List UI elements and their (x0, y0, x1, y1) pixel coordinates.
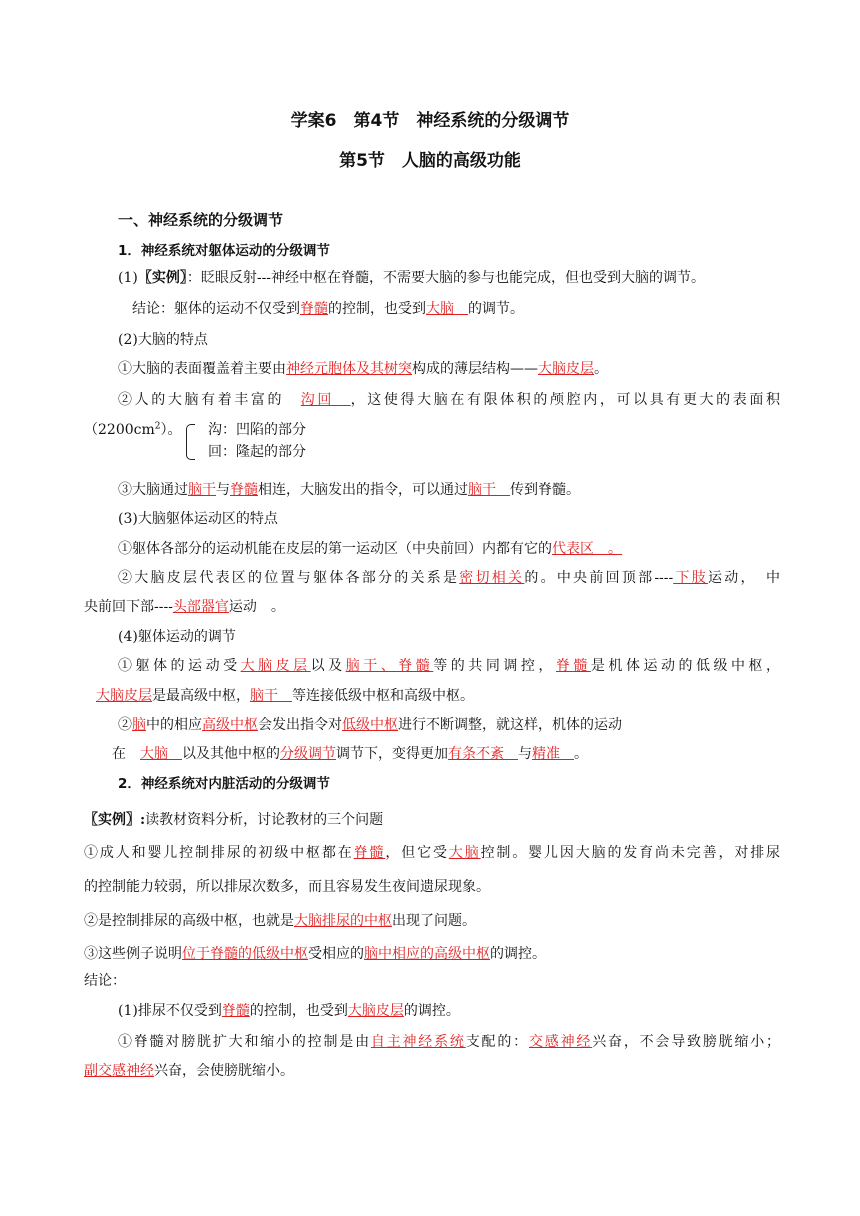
answer-blank: 脊髓 (353, 845, 386, 861)
answer-blank: 下肢 (673, 570, 709, 586)
question-3: ③这些例子说明位于脊髓的低级中枢受相应的脑中相应的高级中枢的调控。 (84, 946, 546, 962)
answer-blank: 脑干 (188, 482, 216, 498)
conclusion-1: 结论：躯体的运动不仅受到脊髓的控制，也受到大脑 的调节。 (132, 301, 524, 317)
answer-blank: 脊髓 (230, 482, 258, 498)
answer-blank: 副交感神经 (84, 1063, 154, 1079)
answer-blank: 脑 (132, 717, 146, 733)
answer-blank: 有条不紊 (448, 746, 518, 762)
point-4-1-cont: 大脑皮层是最高级中枢，脑干 等连接低级中枢和高级中枢。 (96, 688, 474, 704)
answer-blank: 大脑皮层 (240, 658, 311, 674)
answer-blank: 大脑排尿的中枢 (294, 913, 392, 929)
point-2: (2)大脑的特点 (118, 332, 208, 348)
question-1-cont: 的控制能力较弱，所以排尿次数多，而且容易发生夜间遗尿现象。 (84, 879, 490, 895)
heading-part-1: 一、神经系统的分级调节 (118, 211, 284, 229)
point-3: (3)大脑躯体运动区的特点 (118, 511, 278, 527)
answer-blank: 神经元胞体及其树突 (286, 361, 412, 377)
answer-blank: 交感神经 (528, 1034, 593, 1050)
answer-blank: 脑干 (468, 482, 510, 498)
answer-blank: 脊髓 (221, 1003, 250, 1019)
conclusion-2-2-cont: 副交感神经兴奋，会使膀胱缩小。 (84, 1063, 294, 1079)
answer-blank: 大脑 (140, 746, 182, 762)
brace-line-2: 回：隆起的部分 (208, 444, 306, 460)
answer-blank: 密切相关 (459, 570, 525, 586)
answer-blank: 脊髓 (300, 301, 328, 317)
answer-blank: 自主神经系统 (370, 1034, 466, 1050)
heading-1: 1．神经系统对躯体运动的分级调节 (118, 243, 330, 259)
heading-2: 2．神经系统对内脏活动的分级调节 (118, 776, 330, 792)
point-4-2: ②脑中的相应高级中枢会发出指令对低级中枢进行不断调整，就这样，机体的运动 (118, 717, 622, 733)
point-3-2-cont: 央前回下部----头部器官运动 。 (84, 599, 285, 615)
point-4-1: ①躯体的运动受大脑皮层以及脑干、脊髓等的共同调控，脊髓是机体运动的低级中枢， (118, 658, 781, 674)
answer-blank: 位于脊髓的低级中枢 (182, 946, 308, 962)
answer-blank: 脑中相应的高级中枢 (364, 946, 490, 962)
point-2-2-cont: $(2200cm^2)$。 (84, 421, 182, 438)
answer-blank: 高级中枢 (202, 717, 258, 733)
question-1: ①成人和婴儿控制排尿的初级中枢都在脊髓，但它受大脑控制。婴儿因大脑的发育尚未完善，对排尿 (84, 845, 781, 861)
answer-blank: 分级调节 (280, 746, 336, 762)
answer-blank: 低级中枢 (342, 717, 398, 733)
answer-blank: 大脑 (426, 301, 468, 317)
point-2-1: ①大脑的表面覆盖着主要由神经元胞体及其树突构成的薄层结构——大脑皮层。 (118, 361, 608, 377)
conclusion-2-label: 结论： (84, 973, 126, 989)
conclusion-2-2: ①脊髓对膀胱扩大和缩小的控制是由自主神经系统支配的：交感神经兴奋，不会导致膀胱缩小； (118, 1034, 781, 1050)
conclusion-2-1: (1)排尿不仅受到脊髓的控制，也受到大脑皮层的调控。 (118, 1003, 460, 1019)
answer-blank: 大脑皮层 (538, 361, 594, 377)
answer-blank: 脑干 (250, 688, 292, 704)
lesson-title: 学案6 第4节 神经系统的分级调节 (290, 111, 570, 131)
answer-blank: 代表区 。 (552, 541, 622, 557)
brace-line-1: 沟：凹陷的部分 (208, 422, 306, 438)
point-4-2-cont: 在 大脑 以及其他中枢的分级调节调节下，变得更加有条不紊 与精准 。 (112, 746, 588, 762)
answer-blank: 大脑 (448, 845, 481, 861)
point-2-3: ③大脑通过脑干与脊髓相连，大脑发出的指令，可以通过脑干 传到脊髓。 (118, 482, 580, 498)
brace-bracket (186, 424, 195, 460)
point-4: (4)躯体运动的调节 (118, 629, 236, 645)
question-2: ②是控制排尿的高级中枢，也就是大脑排尿的中枢出现了问题。 (84, 913, 476, 929)
section-subtitle: 第5节 人脑的高级功能 (339, 151, 521, 171)
answer-blank: 大脑皮层 (347, 1003, 404, 1019)
point-3-1: ①躯体各部分的运动机能在皮层的第一运动区（中央前回）内都有它的代表区 。 (118, 541, 622, 557)
answer-blank: 沟回 (300, 392, 351, 408)
answer-blank: 头部器官 (172, 599, 229, 615)
example-1: (1)〖实例〗：眨眼反射---神经中枢在脊髓，不需要大脑的参与也能完成，但也受到大脑的调节。 (118, 270, 706, 286)
answer-blank: 大脑皮层 (96, 688, 152, 704)
point-3-2: ②大脑皮层代表区的位置与躯体各部分的关系是密切相关的。中央前回顶部----下肢运动， 中 (118, 570, 781, 586)
answer-blank: 脑干、脊髓 (345, 658, 434, 674)
example-2: 〖实例〗:读教材资料分析，讨论教材的三个问题 (84, 812, 384, 828)
answer-blank: 精准 (532, 746, 574, 762)
point-2-2: ②人的大脑有着丰富的 沟回 ，这使得大脑在有限体积的颅腔内，可以具有更大的表面积 (118, 392, 781, 408)
answer-blank: 脊髓 (555, 658, 591, 674)
